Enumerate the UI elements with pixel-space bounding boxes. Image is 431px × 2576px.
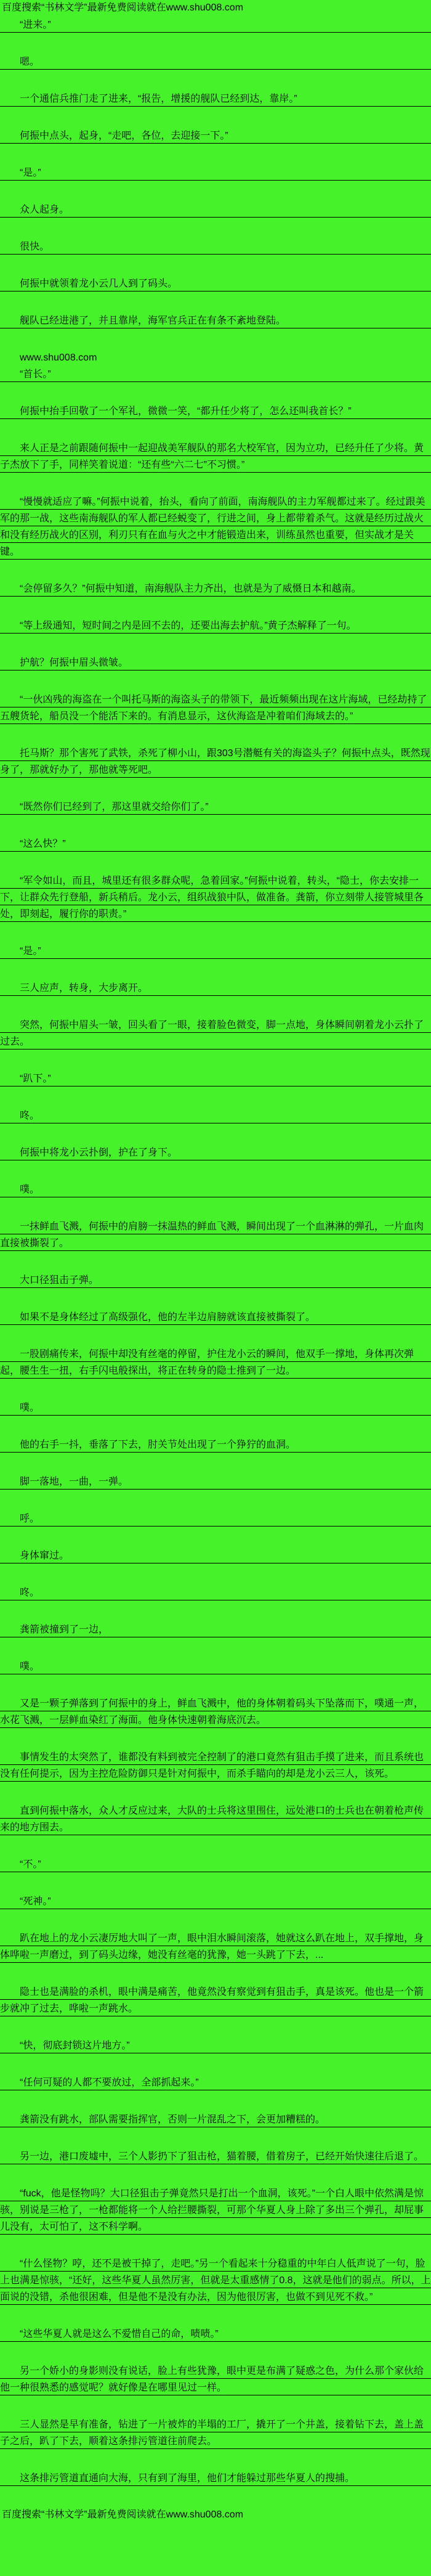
paragraph-text: “这么快？”	[20, 839, 66, 849]
paragraph	[0, 238, 431, 255]
paragraph	[0, 1856, 431, 1873]
paragraph-text: 直到何振中落水，众人才反应过来，大队的士兵将这里围住，远处港口的士兵也在朝着枪声传来的地方围去。	[0, 1806, 424, 1833]
paragraph-text: 脚一落地，一曲，一弹。	[20, 1477, 129, 1487]
paragraph	[0, 691, 431, 725]
paragraph	[0, 1984, 431, 2017]
paragraph	[0, 1621, 431, 1638]
paragraph-text: 来人正是之前跟随何振中一起迎战美军舰队的那名大校军官，因为立功，已经升任了少将。黄子杰放下了手，同样笑着说道：“还有些“六二七”不习惯。”	[0, 443, 424, 470]
paragraph-text: 嗯。	[20, 57, 40, 67]
paragraph	[0, 745, 431, 778]
paragraph	[0, 2185, 431, 2235]
paragraph	[0, 91, 431, 107]
paragraph-text: 隐士也是满脸的杀机，眼中满是痛苦，他竟然没有察觉到有狙击手，真是该死。他也是一个箭步就冲了过去，哗啦一声跳水。	[0, 1987, 424, 2014]
paragraph	[0, 1695, 431, 1729]
paragraph-text: 事情发生的太突然了，谁都没有料到被完全控制了的港口竟然有狙击手摸了进来，而且系统也没有任何提示，因为主控危险防御只是针对何振中，而杀手瞄向的却是龙小云三人，该死。	[0, 1752, 424, 1779]
paragraph-text: www.shu008.com	[20, 353, 97, 363]
paragraph	[0, 1803, 431, 1836]
paragraph	[0, 1749, 431, 1782]
paragraph	[0, 494, 431, 560]
paragraph	[0, 1070, 431, 1087]
paragraph	[0, 17, 431, 33]
paragraph-text: 龚箭被撞到了一边，	[20, 1624, 109, 1635]
paragraph	[0, 2326, 431, 2342]
paragraph-text: “一伙凶残的海盗在一个叫托马斯的海盗头子的带领下，最近频频出现在这片海域，已经劫持了五艘货轮，船员没一个能活下来的。有消息显示，这伙海盗是冲着咱们海域去的。”	[0, 695, 427, 722]
paragraph-text: “fuck，他是怪物吗？大口径狙击子弹竟然只是打出一个血洞，该死。”一个白人眼中依然满是惊骇，别说是三枪了，一枪都能将一个人给拦腰撕裂，可那个华夏人身上除了多出三个弹孔，却屁事儿没有，太可怕了，这不科学啊。	[0, 2188, 424, 2232]
paragraph-text: “这些华夏人就是这么不爱惜自己的命，啧啧。”	[20, 2329, 219, 2339]
paragraph	[0, 836, 431, 852]
page-footer	[0, 2507, 431, 2524]
paragraph-text: 噗。	[20, 1403, 40, 1413]
header-promo-text: 百度搜索“书林文学”最新免费阅读就在www.shu008.com	[2, 2, 244, 13]
paragraph	[0, 581, 431, 597]
paragraph	[0, 943, 431, 960]
paragraph	[0, 349, 431, 366]
paragraph-text: 这条排污管道直通向大海，只有到了海里，他们才能躲过那些华夏人的搜捕。	[20, 2473, 355, 2484]
paragraph	[0, 1309, 431, 1326]
paragraph	[0, 618, 431, 634]
paragraph	[0, 202, 431, 218]
paragraph-text: 噗。	[20, 1184, 40, 1195]
paragraph	[0, 440, 431, 473]
paragraph-text: “是。”	[20, 946, 41, 956]
paragraph-text: “等上级通知，短时间之内是回不去的，还要出海去护航。”黄子杰解释了一句。	[20, 621, 356, 631]
paragraph-text: 何振中点头，起身，“走吧，各位，去迎接一下。”	[20, 131, 228, 141]
paragraph-text: 噗。	[20, 1661, 40, 1672]
paragraph-text: 一股剧痛传来，何振中却没有丝毫的停留，护住龙小云的瞬间，他双手一撑地，身体再次弹起，腰生生一扭，右手闪电般探出，将正在转身的隐士推到了一边。	[0, 1349, 414, 1376]
paragraph	[0, 799, 431, 815]
paragraph-text: 何振中就领着龙小云几人到了码头。	[20, 279, 178, 289]
paragraph-text: 何振中将龙小云扑倒，护在了身下。	[20, 1147, 178, 1158]
paragraph-text: 咚。	[20, 1588, 40, 1598]
paragraph-text: 托马斯？那个害死了武铁，杀死了柳小山，跟303号潜艇有关的海盗头子？何振中点头，既然现身了，那就好办了，那他就等死吧。	[0, 748, 430, 775]
paragraph-text: “进来。”	[20, 20, 51, 30]
paragraph-text: 呼。	[20, 1514, 40, 1524]
paragraph-text: 众人起身。	[20, 205, 70, 215]
paragraph	[0, 654, 431, 671]
paragraph	[0, 2470, 431, 2487]
paragraph	[0, 165, 431, 181]
paragraph-text: 另一边，港口废墟中，三个人影扔下了狙击枪，猫着腰，借着房子，已经开始快速往后退了。	[20, 2151, 424, 2162]
paragraph	[0, 1017, 431, 1050]
paragraph-text: “任何可疑的人都不要放过，全部抓起来。”	[20, 2077, 199, 2088]
paragraph-text: 三人应声，转身，大步离开。	[20, 983, 148, 993]
paragraph	[0, 1930, 431, 1963]
paragraph	[0, 1218, 431, 1252]
paragraph-text: 身体窜过。	[20, 1551, 70, 1561]
paragraph-text: 很快。	[20, 242, 50, 252]
paragraph-text: “既然你们已经到了，那这里就交给你们了。”	[20, 802, 209, 812]
paragraph-text: 护航？何振中眉头微皱。	[20, 658, 129, 668]
paragraph-text: “不。”	[20, 1859, 41, 1870]
paragraph-text: “慢慢就适应了嘛。”何振中说着，抬头，看向了前面，南海舰队的主力军舰都过来了。经过跟美军的那一战，这些南海舰队的军人都已经蜕变了，行进之间，身上都带着杀气。这就是经历过战火和没有经历战火的区别，利刃只有在血与火之中才能锻造出来，训练虽然也重要，但实战才是关键。	[0, 497, 425, 557]
paragraph	[0, 1144, 431, 1161]
paragraph	[0, 1400, 431, 1416]
page-header	[0, 0, 431, 15]
paragraph	[0, 873, 431, 923]
paragraph	[0, 1658, 431, 1675]
paragraph	[0, 1547, 431, 1564]
paragraph	[0, 2148, 431, 2165]
paragraph	[0, 1107, 431, 1124]
paragraph	[0, 1181, 431, 1198]
paragraph	[0, 1893, 431, 1910]
novel-content	[0, 15, 431, 2487]
paragraph-text: “死神。”	[20, 1896, 51, 1907]
paragraph-text: 何振中抬手回敬了一个军礼，微微一笑，“都升任少将了，怎么还叫我首长？”	[20, 406, 352, 417]
paragraph-text: “首长。”	[20, 369, 51, 380]
paragraph	[0, 128, 431, 144]
paragraph-text: 另一个娇小的身影则没有说话，脸上有些犹豫，眼中更是布满了疑惑之色，为什么那个家伙给他一种很熟悉的感觉呢？就好像是在哪里见过一样。	[0, 2366, 424, 2393]
paragraph	[0, 54, 431, 70]
paragraph	[0, 2416, 431, 2450]
paragraph-text: 一抹鲜血飞溅，何振中的肩膀一抹温热的鲜血飞溅，瞬间出现了一个血淋淋的弹孔，一片血肉直接被撕裂了。	[0, 1221, 424, 1249]
paragraph	[0, 403, 431, 420]
paragraph-text: 一个通信兵推门走了进来，“报告，增援的舰队已经到达，靠岸。”	[20, 94, 297, 104]
paragraph	[0, 1510, 431, 1527]
paragraph-text: 大口径狙击子弹。	[20, 1275, 99, 1286]
paragraph	[0, 2256, 431, 2305]
paragraph	[0, 2074, 431, 2091]
paragraph-text: 他的右手一抖，垂落了下去，肘关节处出现了一个狰狞的血洞。	[20, 1440, 296, 1450]
paragraph	[0, 1346, 431, 1379]
paragraph	[0, 2037, 431, 2054]
paragraph-text: 咚。	[20, 1111, 40, 1121]
paragraph-text: “是。”	[20, 168, 41, 178]
paragraph	[0, 275, 431, 292]
paragraph-text: 舰队已经进港了，并且靠岸，海军官兵正在有条不紊地登陆。	[20, 316, 286, 326]
paragraph-text: 突然，何振中眉头一皱，回头看了一眼，接着脸色微变，脚一点地，身体瞬间朝着龙小云扑了过去。	[0, 1020, 424, 1047]
paragraph	[0, 1473, 431, 1490]
paragraph	[0, 312, 431, 329]
paragraph	[0, 366, 431, 383]
paragraph	[0, 1584, 431, 1601]
paragraph	[0, 2111, 431, 2128]
paragraph	[0, 2363, 431, 2396]
footer-promo-text: 百度搜索“书林文学”最新免费阅读就在www.shu008.com	[2, 2509, 244, 2520]
paragraph-text: “趴下。”	[20, 1074, 51, 1084]
paragraph-text: “快，彻底封锁这片地方。”	[20, 2040, 130, 2051]
paragraph	[0, 1437, 431, 1453]
paragraph-text: 如果不是身体经过了高级强化，他的左半边肩膀就该直接被撕裂了。	[20, 1312, 316, 1323]
paragraph-text: 趴在地上的龙小云凄厉地大叫了一声，眼中泪水瞬间滚落，她就这么趴在地上，双手撑地，身体哗啦一声磨过，到了码头边缘，她没有丝毫的犹豫，她一头跳了下去，...	[0, 1933, 424, 1960]
paragraph-text: 龚箭没有跳水，部队需要指挥官，否则一片混乱之下，会更加糟糕的。	[20, 2114, 326, 2125]
paragraph-text: 三人显然是早有准备，钻进了一片被炸的半塌的工厂，撬开了一个井盖，接着钻下去，盖上盖子之后，趴了下去，顺着这条排污管道往前爬去。	[0, 2419, 424, 2447]
paragraph-text: “军令如山，而且，城里还有很多群众呢，急着回家。”何振中说着，转头，“隐士，你去安排一下，让群众先行登船，新兵稍后。龙小云，组织战狼中队，做准备。龚箭，你立刻带人接管城里各处，即刻起，履行你的职责。”	[0, 876, 424, 919]
paragraph-text: “会停留多久？”何振中知道，南海舰队主力齐出，也就是为了威慑日本和越南。	[20, 584, 361, 594]
paragraph	[0, 980, 431, 997]
paragraph	[0, 1272, 431, 1289]
paragraph-text: 又是一颗子弹落到了何振中的身上，鲜血飞溅中，他的身体朝着码头下坠落而下，噗通一声，水花飞溅，一层鲜血染红了海面。他身体快速朝着海底沉去。	[0, 1698, 424, 1726]
paragraph-text: “什么怪物？哼，还不是被干掉了，走吧。”另一个看起来十分稳重的中年白人低声说了一句，脸上也满是惊骇，“还好，这些华夏人虽然厉害，但就是太重感情了0.8，这就是他们的弱点。所以，上面说的没错，杀他很困难，但是他不是没有办法，因为他很厉害，也做不到见死不救。”	[0, 2259, 431, 2302]
